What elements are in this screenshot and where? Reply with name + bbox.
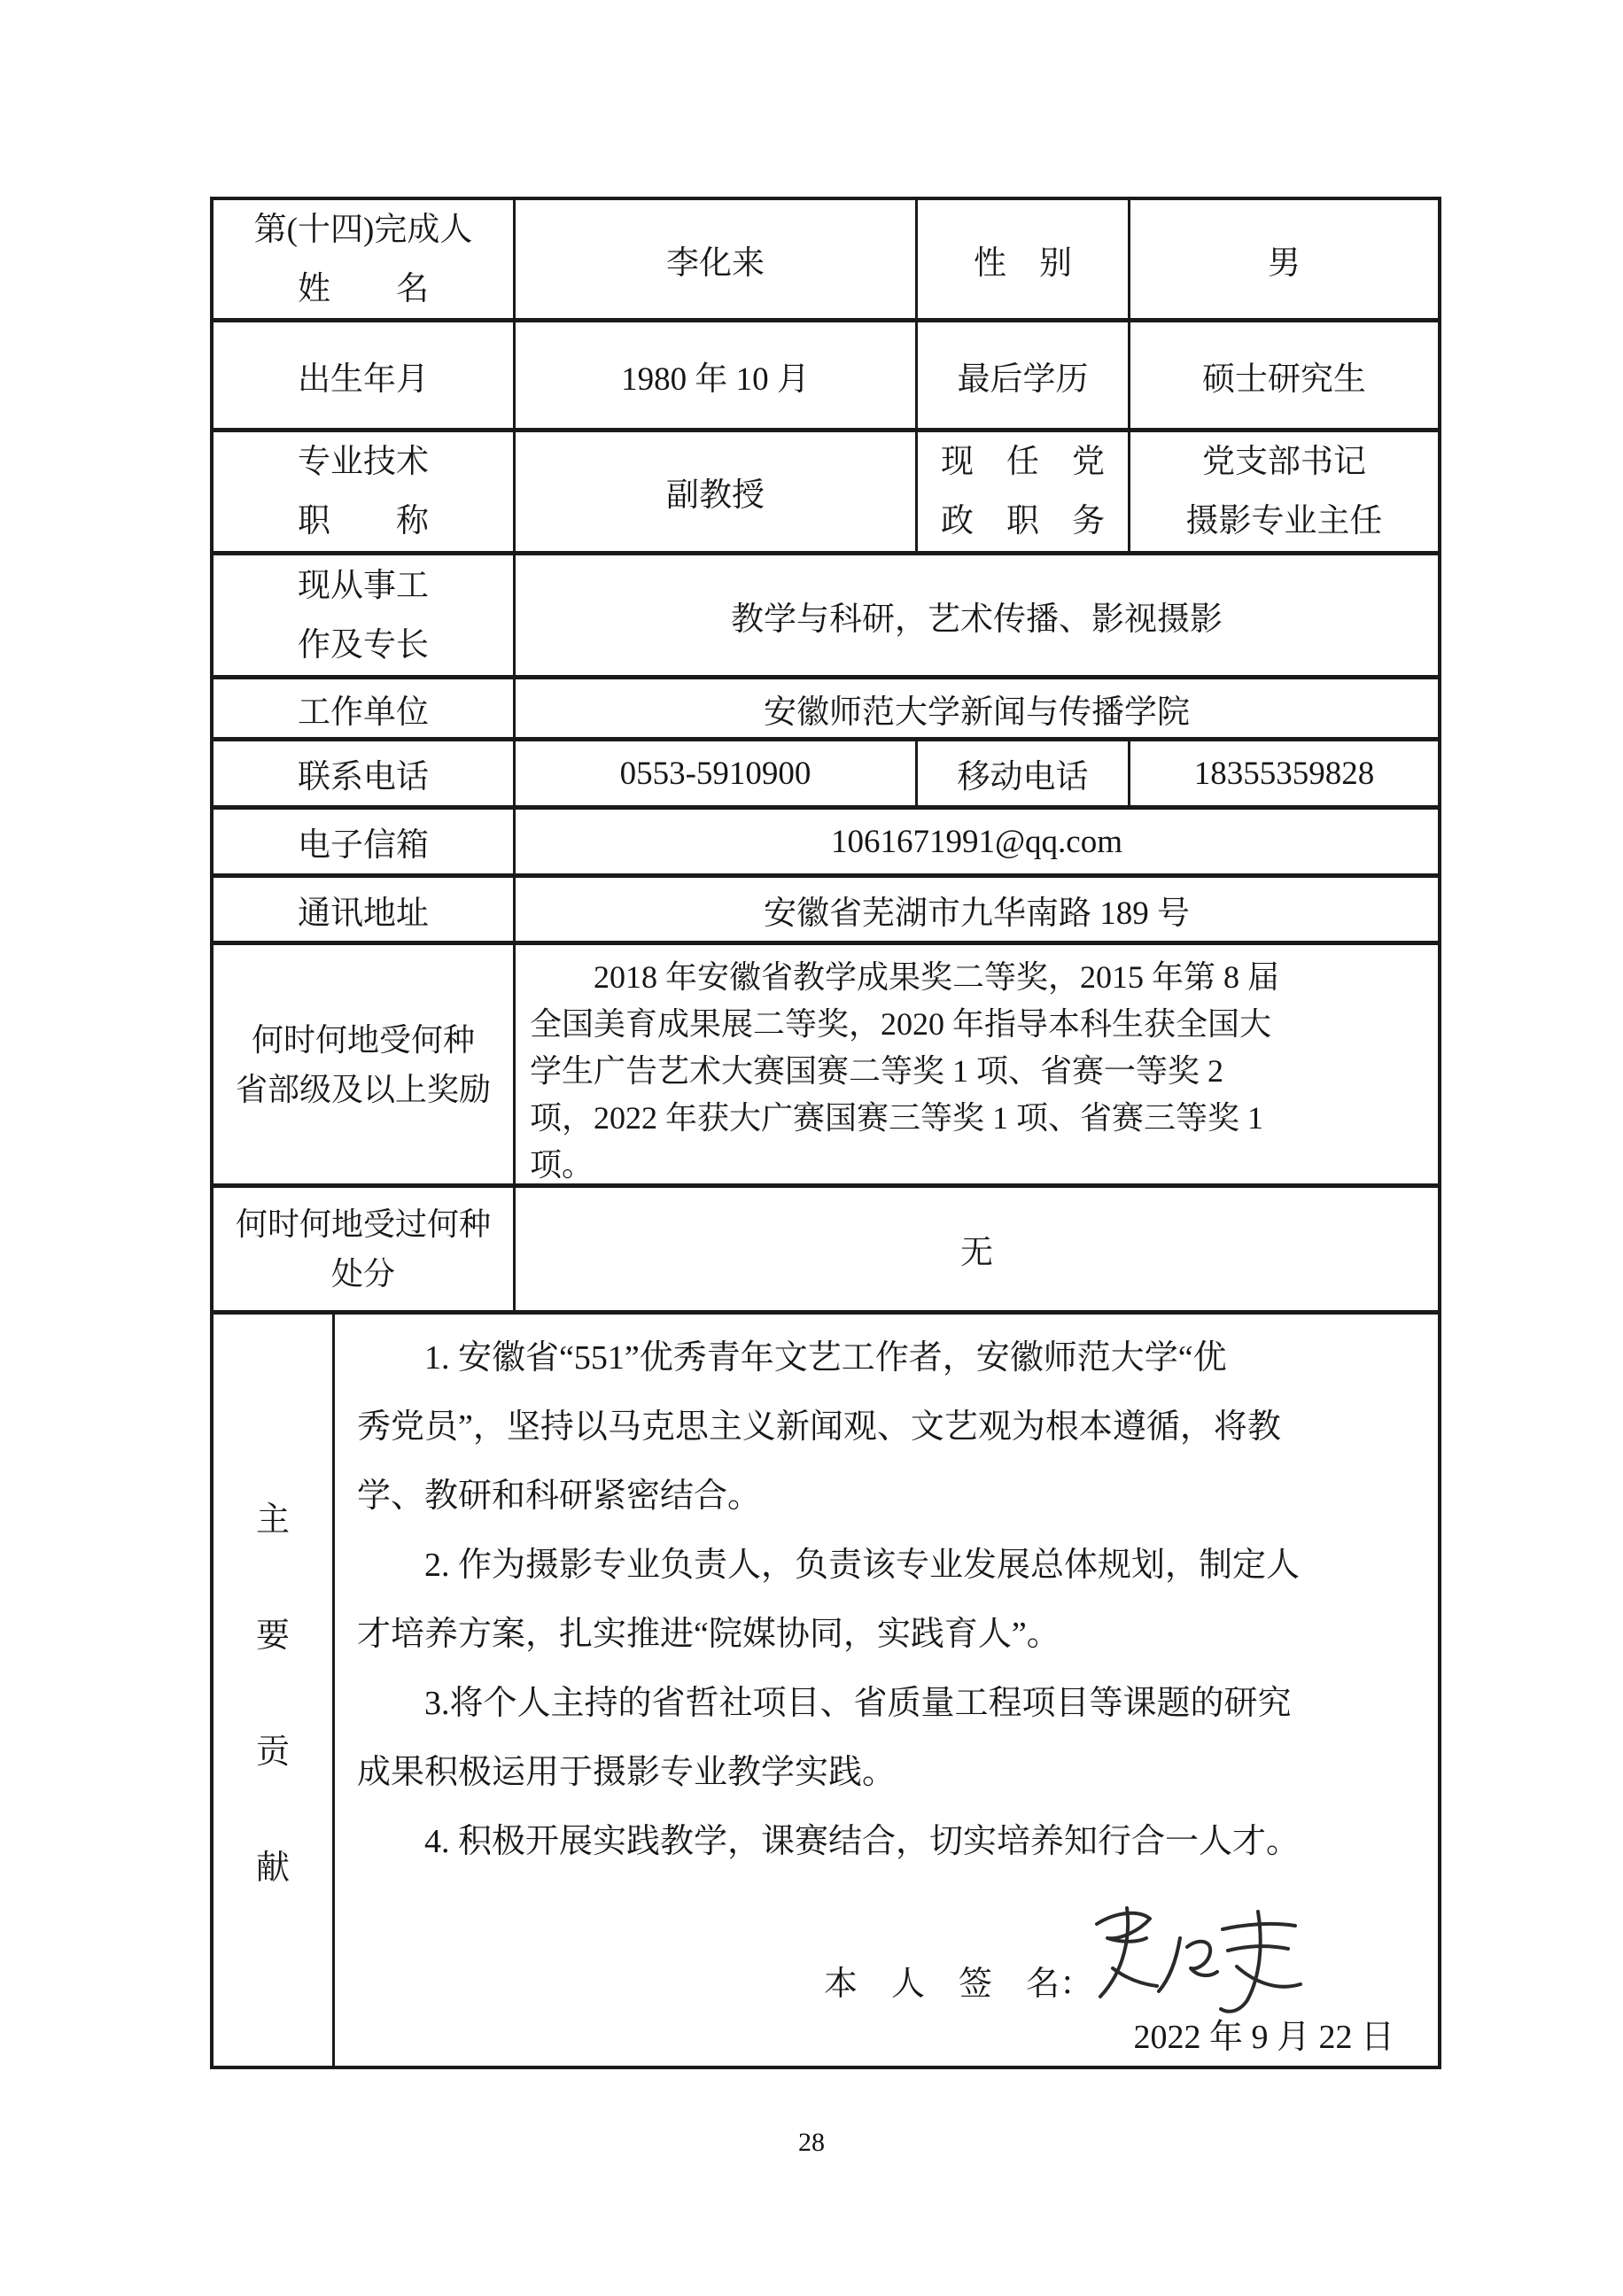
contribution-line: 1. 安徽省“551”优秀青年文艺工作者，安徽师范大学“优 [424, 1339, 1227, 1377]
row-punishment [214, 1188, 1438, 1315]
duty-value-cell [1130, 432, 1438, 551]
punishment-label-line2: 处分 [330, 1256, 395, 1292]
gender-label: 性 别 [918, 200, 1130, 318]
row-name-gender [214, 200, 1438, 322]
duty-value-line2: 摄影专业主任 [1185, 503, 1383, 539]
duty-value-line1: 党支部书记 [1202, 444, 1366, 480]
email-label: 电子信箱 [214, 810, 516, 873]
name-label-cell [214, 200, 516, 318]
awards-label-line1: 何时何地受何种 [251, 1021, 475, 1058]
awards-label-line2: 省部级及以上奖励 [235, 1071, 491, 1107]
contribution-line: 3.将个人主持的省哲社项目、省质量工程项目等课题的研究 [424, 1685, 1292, 1722]
phone-label: 联系电话 [214, 741, 516, 805]
address-value: 安徽省芜湖市九华南路 189 号 [764, 895, 1190, 932]
unit-value: 安徽师范大学新闻与传播学院 [764, 694, 1190, 731]
row-main-contribution [214, 1315, 1438, 2066]
title-label-cell [214, 432, 516, 551]
row-phones [214, 741, 1438, 810]
row-title-duty [214, 432, 1438, 555]
education-value: 硕士研究生 [1202, 361, 1366, 398]
page-number: 28 [798, 2128, 825, 2157]
contribution-label-char: 要 [255, 1617, 290, 1655]
education-label: 最后学历 [918, 322, 1130, 428]
title-value: 副教授 [516, 432, 918, 551]
contribution-label-char: 献 [255, 1850, 290, 1887]
name-label-line2: 姓 名 [298, 270, 429, 307]
awards-line: 项。 [530, 1147, 594, 1183]
unit-label: 工作单位 [214, 679, 516, 737]
duty-label-cell [918, 432, 1130, 551]
contribution-line: 才培养方案，扎实推进“院媒协同，实践育人”。 [357, 1616, 1060, 1653]
gender-value: 男 [1268, 244, 1301, 282]
contribution-line: 学、教研和科研紧密结合。 [357, 1478, 762, 1515]
contribution-label-char: 主 [255, 1501, 290, 1539]
name-value: 李化来 [516, 200, 918, 318]
row-current-work [214, 555, 1438, 679]
awards-line: 全国美育成果展二等奖，2020 年指导本科生获全国大 [530, 1006, 1272, 1042]
awards-line: 项，2022 年获大广赛国赛三等奖 1 项、省赛三等奖 1 [530, 1100, 1264, 1136]
address-label: 通讯地址 [214, 878, 516, 941]
row-birth-education [214, 322, 1438, 432]
signature-image [1081, 1892, 1311, 2025]
contribution-line: 4. 积极开展实践教学，课赛结合，切实培养知行合一人才。 [424, 1823, 1301, 1860]
birth-value: 1980 年 10 月 [516, 322, 918, 428]
phone-value: 0553-5910900 [516, 741, 918, 805]
personnel-form-table [210, 197, 1441, 2069]
work-label-cell [214, 555, 516, 675]
punishment-label-cell [214, 1188, 516, 1310]
row-work-unit [214, 679, 1438, 741]
title-label-line1: 专业技术 [298, 444, 429, 480]
awards-line: 学生广告艺术大赛国赛二等奖 1 项、省赛一等奖 2 [530, 1053, 1224, 1089]
contribution-line: 秀党员”，坚持以马克思主义新闻观、文艺观为根本遵循，将教 [357, 1408, 1281, 1446]
mobile-label: 移动电话 [918, 741, 1130, 805]
punishment-label-line1: 何时何地受过何种 [235, 1206, 491, 1242]
duty-label-line1: 现 任 党 [941, 444, 1105, 480]
work-label-line1: 现从事工 [298, 567, 429, 604]
signature-row [357, 1889, 1416, 2021]
contribution-line: 2. 作为摄影专业负责人，负责该专业发展总体规划，制定人 [424, 1547, 1301, 1584]
contribution-label-cell [214, 1315, 335, 2066]
awards-text [516, 945, 1438, 1183]
name-label-line1: 第(十四)完成人 [253, 211, 473, 248]
awards-label-cell [214, 945, 516, 1183]
contribution-content [335, 1315, 1438, 2066]
duty-label-line2: 政 职 务 [941, 503, 1105, 539]
row-email [214, 810, 1438, 878]
birth-label: 出生年月 [214, 322, 516, 428]
row-awards [214, 945, 1438, 1188]
contribution-line: 成果积极运用于摄影专业教学实践。 [357, 1754, 897, 1791]
contribution-label-char: 贡 [255, 1734, 290, 1771]
signature-label: 本 人 签 名： [823, 1966, 1093, 2003]
title-label-line2: 职 称 [298, 503, 429, 539]
awards-line: 2018 年安徽省教学成果奖二等奖，2015 年第 8 届 [594, 959, 1280, 995]
email-value: 1061671991@qq.com [830, 823, 1123, 860]
row-address [214, 878, 1438, 945]
punishment-value: 无 [960, 1235, 993, 1271]
work-label-line2: 作及专长 [298, 626, 429, 663]
signature-date: 2022 年 9 月 22 日 [1133, 2019, 1394, 2056]
mobile-value: 18355359828 [1193, 755, 1375, 792]
work-value: 教学与科研，艺术传播、影视摄影 [731, 601, 1223, 638]
